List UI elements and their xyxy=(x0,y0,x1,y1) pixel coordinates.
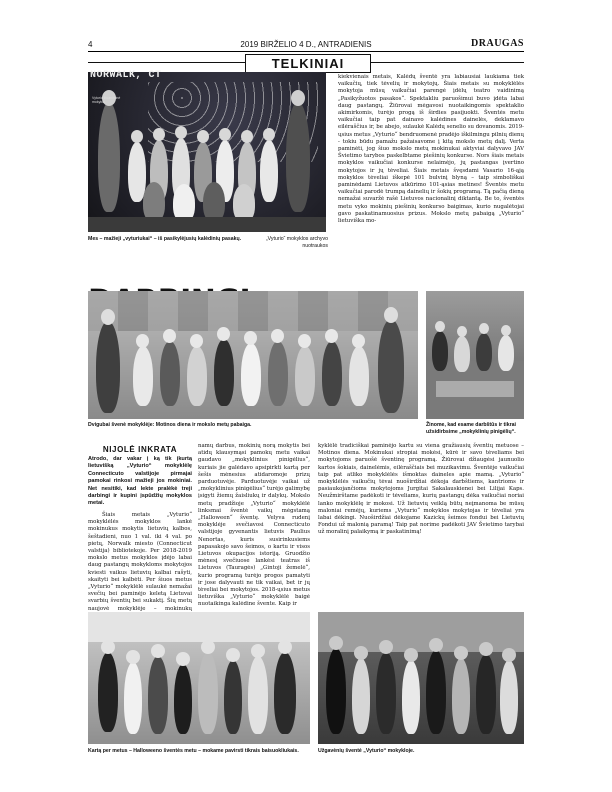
dateline: 2019 BIRŽELIO 4 D., ANTRADIENIS xyxy=(240,40,372,49)
photo-christmas-play xyxy=(88,72,326,232)
article-lead: Atrodo, dar vakar į ką tik įkurtą lietuvišką „Vyturio“ mokyklėlę Connecticuto valstijoje pirmajai pamokai rinkosi mažieji jos mokiniai. Net nesitiki, kad lekte pralėkė treji darbingi ir kupini įspūdžių mokyklos metai. xyxy=(88,456,192,507)
caption-uzgavenes: Užgavėnių šventė „Vyturio“ mokykloje. xyxy=(318,748,415,754)
article-column-1: Šiais metais „Vyturio“ mokyklėlės mokyklos lankė mokinukus mokytis lietuvių kalbos, šeštadieni, nuo 1 val. iki 4 val. po pietų, Norwalk miesto (Connecticut valstija) bibliotekoje. Per 2018-2019 mokslo metus mokyklos įdėjo labai daug pastangų mokykloms mokytojos kviesti vaikus lietuvių kalbai rašyti, skaityti bei kalbėti. Per šiuos metus „Vyturio“ mokyklėlė sulaukė nemažai svečių bei paminėjo keletą Lietuvai svarbių šventių bei sukaktį. Šių metų naujovė mokyklėje – mokinukų xyxy=(88,512,192,612)
caption-halloween: Kartą per metus – Halloweeno šventės metu – mokame pavirsti tikrais baisuokliukais. xyxy=(88,748,299,754)
article-column-3: kiekvienais metais, Kalėdų šventė yra labiausiai laukiama tiek vaikučių, tiek tėvelių ir mokytojų. Šiais metais su mokyklėlės mokytoja mūsų vaikučiai parengė įdėlų teatro vaidinimą „Pasikyžuotos pasakos“. Spektakliu paruošimui buvo įdėta labai daug pastangų. Žiūrovai mėgavosi nuotaikingomis spektaklio akimirkomis, turėjo progą iš širdies pasijuokti. Šventės metu vaikučiai taip pat dainavo kalėdines dainelės, deklamavo eilėraščius ir, be abejo, sulaukė Kalėdų senelio su dovanomis. 2019-ųsius metus „Vyturio“ bendruomenė pradėjo iškilmingu pilnių dienų - tokiu būdu pamažu pažaisavome į kitą mokslo metų dalį. Verta paminėti, jog šiuo mokslo metų mokinukai aktyviai dalyvavo JAV Švietimo tarybos paskelbtame piešinių konkurse. Nors šiais metais mokyklos vaikučiai konkurse nelaimėjo, jų pastangas įvertino mokytojos ir jų tėveliai. Šiais metais švęsdami Vasario 16-ąją mokyklos tėveliai iškepė 101 bulvinį blyną – taip simboliškai paminėdami Lietuvos atkūrimo 101-ąsias metines! Šventės metu vaikučiai parodė trumpą dainelių ir šokių programą. Tą pačią dieną nemažai suvaržė rašė Lietuvos nacionalinį diktantą. Be to, šventės metu vyko mokinių piešinių konkurso baigimas, kurio nugalėtojai gavo paskatinamuosius prizus. Mokslo metų pabaigą „Vyturio“ lietuviška mo- xyxy=(338,74,524,225)
photo-mothers-day xyxy=(88,291,418,419)
photo-sign: Vyturio lituanistinė mokykla xyxy=(92,96,121,104)
page-number: 4 xyxy=(88,40,93,49)
page-header xyxy=(88,38,524,52)
article-author: NIJOLĖ INKRATA xyxy=(102,445,178,454)
caption-christmas-play: Mes – mažieji „vyturiukai“ – iš pasikylėjusių kalėdinių pasakų. xyxy=(88,236,242,242)
article-column-4: kyklėlė tradiciškai paminėjo kartu su viena gražiausių šventių metuose – Motinos diena. Mokinukai stropiai mokėsi, kūrė ir savo tėveliams bei mokytojoms paruošė šventinę programą. Žiūrovai džiaugėsi jaunuolio kartos šokiais, dainelėmis, eilėraščiais bei muzikavimu. Šventėje vaikučiai taip pat atliko mokyklėlės išmoktas daineles apie mamą. „Vyturio“ mokyklėlės vaikučių tėvai nuoširdžiai dėkoja darbštiems, kantrioms ir pasiaukojančioms mokytojoms Jurgitai Sakalauskienei bei Lilijai Kaps. Neužmirštame padėkoti ir tėveliams, kurių pastangų dėka vaikučiai noriai lanko mokyklėlę ir mokosi. Už lietuvių veiklą būtų neįmanoma be mūsų maloniai remėjų, kuriems „Vyturio“ mokyklos mokytojas ir tėveliai yra labai dėkingi. Nuoširdžiai dėkojame Kazickų šeimos fondui bei Lietuvių Fondui už malonią paramą! Taip pat norime padėkoti JAV Švietimo tarybai už moralinį palaikymą ir paskatinimą! xyxy=(318,443,524,536)
photo-halloween xyxy=(88,612,310,744)
caption-mothers-day: Dvigubai švenė mokyklėje: Motinos diena ir mokslo metų pabaiga. xyxy=(88,422,252,428)
photo-uzgavenes xyxy=(318,612,524,744)
section-title: TELKINIAI xyxy=(245,54,371,73)
newspaper-name: DRAUGAS xyxy=(471,38,524,49)
caption-classroom: Žinome, kad esame darbštūs ir tikrai užsidirbsime „mokyklinių pinigėlių“. xyxy=(426,422,516,435)
article-column-2: namų darbus, mokinių norą mokytis bei atidų klausymąsi pamokų metu vaikai gaudavo „mokyklinius pinigėlius“, kuriais jie galėdavo apsipirkti kartą per šešis mėnesius atidaromoje prizų parduotuvėje. Parduotuvėje vaikai už „mokyklinius pinigėlius“ turėjo galimybę įsigyti žiemų žaisliukų ir dalykų. Mokslo metų pradžioje „Vyturio“ mokyklėlė linksmai šventė vaikų mėgstamą „Halloween“ šventę. Velyva rudenį mokyklėje svečiavosi Connecticuto valstijoje gyvenantis lietuvis Paulius Nenortas, kuris susirinkusiems papasakojo savo šeimos, o kartu ir visos Lietuvos okupacijos istoriją. Gruodžio mėnesį svečiuose lankėsi teatras iš Lietuvos (Tauragės) „Gintoji žemelė“, kurio programą turėjo progos pamatyti ir jose dalyvauti ne tik vaikai, bet ir jų tėveliai bei mokytojos. 2018-ųsius metus lietuviška „Vyturio“ mokyklėlė baigė nuotaikinga kalėdine švente. Kaip ir xyxy=(198,443,310,608)
location-label: NORWALK, CT xyxy=(90,70,162,81)
photo-credit: „Vyturio“ mokyklos archyvo nuotraukos xyxy=(265,236,328,249)
photo-classroom xyxy=(426,291,524,419)
